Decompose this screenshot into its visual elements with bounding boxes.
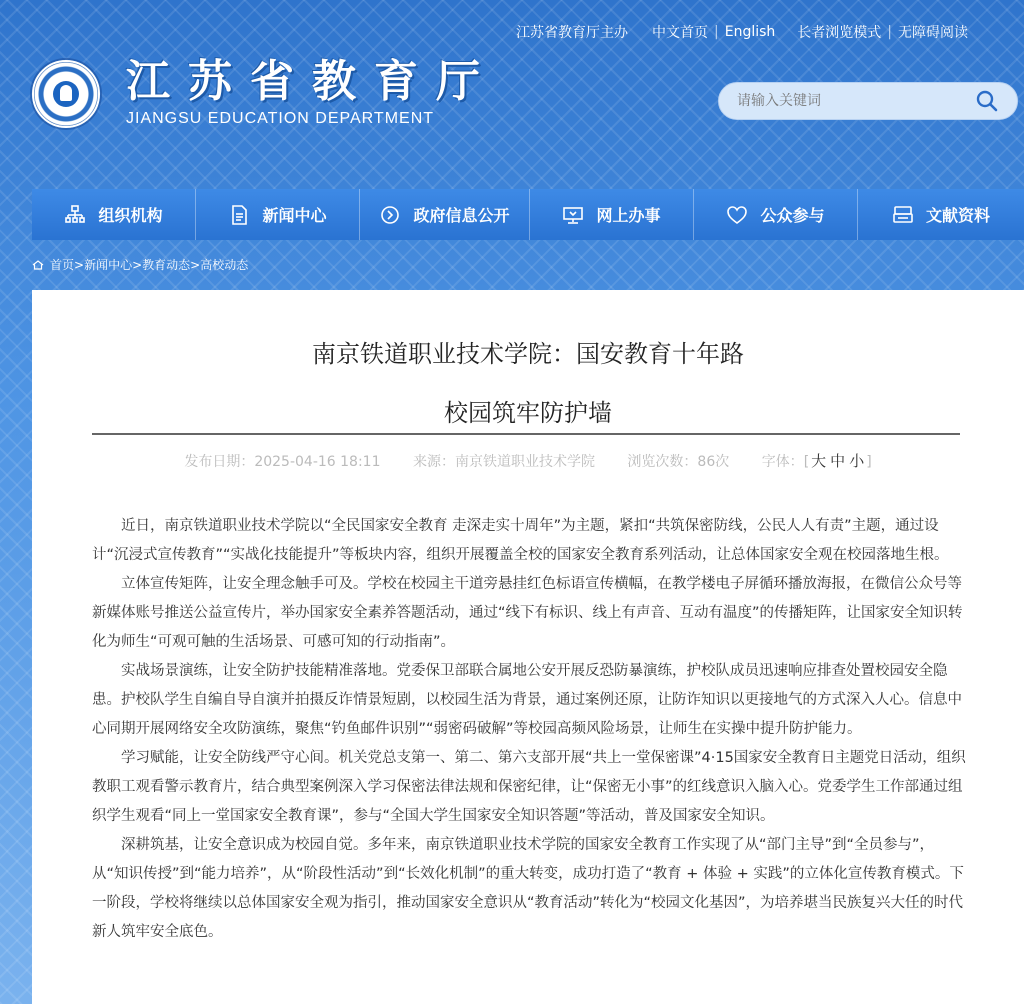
monitor-icon xyxy=(562,204,584,226)
font-size-small[interactable]: 小 xyxy=(849,452,865,470)
circle-arrow-icon xyxy=(379,204,401,226)
search-button[interactable] xyxy=(967,83,1007,119)
search-box xyxy=(718,82,1018,120)
font-size-large[interactable]: 大 xyxy=(811,452,827,470)
nav-item-organization[interactable] xyxy=(32,189,196,240)
top-links xyxy=(516,22,1012,42)
link-separator: | xyxy=(887,24,892,40)
org-chart-icon xyxy=(64,204,86,226)
article-title-line2: 校园筑牢防护墙 xyxy=(444,399,612,427)
breadcrumb-item[interactable]: 高校动态 xyxy=(200,258,249,272)
breadcrumb-item[interactable]: 新闻中心 xyxy=(84,258,133,272)
heart-icon xyxy=(726,204,748,226)
link-english[interactable]: English xyxy=(724,24,776,40)
link-separator: | xyxy=(714,24,719,40)
home-icon xyxy=(32,260,44,270)
publish-date: 发布日期：2025-04-16 18:11 xyxy=(184,454,381,470)
article-paragraph: 近日，南京铁道职业技术学院以“全民国家安全教育 走深走实十周年”为主题，紧扣“共筑保密防线，公民人人有责”主题，通过设计“沉浸式宣传教育”“实战化技能提升”等板块内容，组织开展覆盖全校的国家安全教育系列活动，让总体国家安全观在校园落地生根。 xyxy=(92,518,949,563)
view-count: 浏览次数：86次 xyxy=(627,454,730,470)
emblem-icon xyxy=(32,60,100,128)
link-chinese-home[interactable]: 中文首页 xyxy=(652,25,708,41)
nav-item-news[interactable] xyxy=(196,189,360,240)
site-logo[interactable] xyxy=(32,58,498,130)
site-title-en: JIANGSU EDUCATION DEPARTMENT xyxy=(126,110,435,127)
search-input[interactable] xyxy=(719,83,967,119)
font-size-medium[interactable]: 中 xyxy=(830,452,846,470)
title-divider xyxy=(92,433,960,435)
search-icon xyxy=(975,89,999,113)
article-body xyxy=(92,512,966,947)
font-size-label: 字体： xyxy=(761,454,804,470)
breadcrumb-home[interactable]: 首页 xyxy=(50,258,75,272)
article-meta xyxy=(32,450,1024,471)
nav-label: 网上办事 xyxy=(596,206,661,225)
nav-item-public-participation[interactable] xyxy=(694,189,858,240)
nav-label: 新闻中心 xyxy=(262,206,327,225)
nav-item-online-services[interactable] xyxy=(530,189,694,240)
nav-label: 文献资料 xyxy=(925,206,990,225)
breadcrumb-item[interactable]: 教育动态 xyxy=(142,258,191,272)
article-title-line1: 南京铁道职业技术学院：国安教育十年路 xyxy=(312,340,744,368)
printer-icon xyxy=(892,204,914,226)
sponsor-text: 江苏省教育厅主办 xyxy=(516,25,628,41)
link-elder-mode[interactable]: 长者浏览模式 xyxy=(797,25,882,41)
site-header xyxy=(0,0,1024,190)
breadcrumb: 首页 > 新闻中心 > 教育动态 > 高校动态 xyxy=(32,256,248,273)
site-title-cn: 江苏省教育厅 xyxy=(126,56,498,107)
article-paragraph: 深耕筑基，让安全意识成为校园自觉。多年来，南京铁道职业技术学院的国家安全教育工作实现了从“部门主导”到“全员参与”，从“知识传授”到“能力培养”，从“阶段性活动”到“长效化机制”的重大转变，成功打造了“教育 + 体验 + 实践”的立体化宣传教育模式。下一阶段，学校将继续以总体国家安全观为指引，推动国家安全意识从“教育活动”转化为“校园文化基因”，为培养堪当民族复兴大任的时代新人筑牢安全底色。 xyxy=(92,837,964,940)
article-paragraph: 实战场景演练，让安全防护技能精准落地。党委保卫部联合属地公安开展反恐防暴演练，护校队成员迅速响应排查处置校园安全隐患。护校队学生自编自导自演并拍摄反诈情景短剧，以校园生活为背景，通过案例还原，让防诈知识以更接地气的方式深入人心。信息中心同期开展网络安全攻防演练，聚焦“钓鱼邮件识别”“弱密码破解”等校园高频风险场景，让师生在实操中提升防护能力。 xyxy=(92,663,962,737)
nav-label: 公众参与 xyxy=(760,206,825,225)
nav-item-gov-info[interactable] xyxy=(360,189,530,240)
article-paragraph: 学习赋能，让安全防线严守心间。机关党总支第一、第二、第六支部开展“共上一堂保密课”4·15国家安全教育日主题党日活动，组织教职工观看警示教育片，结合典型案例深入学习保密法律法规和保密纪律，让“保密无小事”的红线意识入脑入心。党委学生工作部通过组织学生观看“同上一堂国家安全教育课”，参与“全国大学生国家安全知识答题”等活动，普及国家安全知识。 xyxy=(92,750,966,824)
nav-label: 组织机构 xyxy=(98,206,163,225)
nav-item-documents[interactable] xyxy=(858,189,1024,240)
article-paragraph: 立体宣传矩阵，让安全理念触手可及。学校在校园主干道旁悬挂红色标语宣传横幅，在教学楼电子屏循环播放海报，在微信公众号等新媒体账号推送公益宣传片，举办国家安全素养答题活动，通过“线下有标识、线上有声音、互动有温度”的传播矩阵，让国家安全知识转化为师生“可观可触的生活场景、可感可知的行动指南”。 xyxy=(92,576,963,650)
article-panel xyxy=(32,290,1024,1004)
document-icon xyxy=(228,204,250,226)
main-nav xyxy=(32,189,1024,240)
article-source: 来源：南京铁道职业技术学院 xyxy=(412,454,595,470)
link-accessible-reading[interactable]: 无障碍阅读 xyxy=(898,25,968,41)
font-size-control: 字体：[ 大 中 小 ] xyxy=(761,452,872,470)
nav-label: 政府信息公开 xyxy=(413,206,510,225)
